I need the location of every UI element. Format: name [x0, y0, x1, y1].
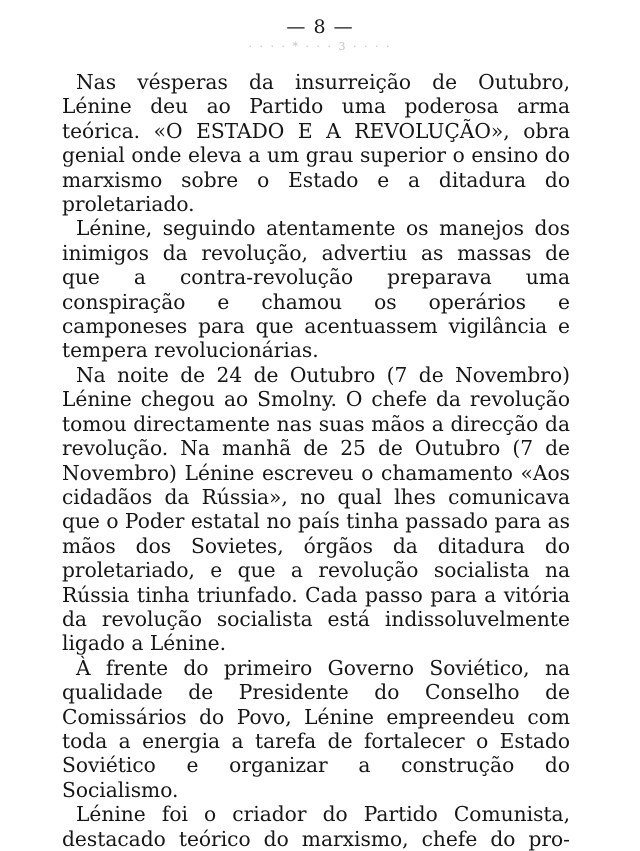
page-number: — 8 — — [286, 16, 354, 38]
paragraph-party-founder: Lénine foi o criador do Partido Comunista, destacado teórico do marxismo, chefe do pro- — [62, 802, 570, 851]
paragraph-vigilance: Lénine, seguindo atentamente os manejos dos inimigos da revolução, advertiu as massas de que a contra-revolução preparava uma conspiração e chamou os operários e camponeses para que acentuassem vigilância e tempera revolucionárias. — [62, 216, 570, 363]
paragraph-smolny: Na noite de 24 de Outubro (7 de Novembro) Lénine chegou ao Smolny. O chefe da revolução tomou directamente nas suas mãos a direcção da revolução. Na manhã de 25 de Outubro (7 de Novembro) Lénine escreveu o chamamento «Aos cidadãos da Rússia», no qual lhes comunicava que o Poder estatal no país tinha passado para as mãos dos Sovietes, órgãos da ditadura do proletariado, e que a revolução socialista na Rússia tinha triunfado. Cada passo para a vitória da revolução socialista está indissoluvelmente ligado a Lénine. — [62, 362, 570, 656]
bleed-through-text: · · · · * · · · 3 · · · · — [248, 40, 392, 53]
paragraph-october-eve: Nas vésperas da insurreição de Outubro, Lénine deu ao Partido uma poderosa arma teórica. «O ESTADO E A REVOLUÇÃO», obra genial onde eleva a um grau superior o ensino do marxismo sobre o Estado e a ditadura do proletariado. — [62, 70, 570, 217]
body-text — [62, 70, 570, 851]
paragraph-soviet-government: À frente do primeiro Governo Soviético, na qualidade de Presidente do Conselho de Comissários do Povo, Lénine empreendeu com toda a energia a tarefa de fortalecer o Estado Soviético e organizar a construção do Socialismo. — [62, 655, 570, 802]
